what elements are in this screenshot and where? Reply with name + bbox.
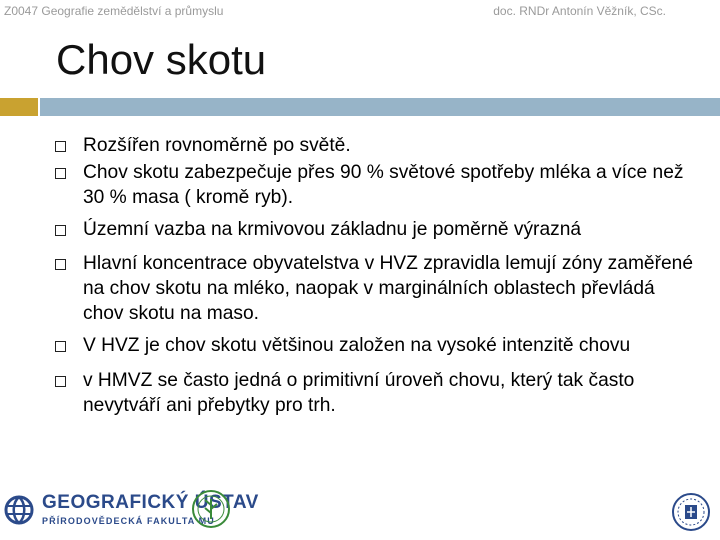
agriculture-seal-icon xyxy=(190,485,232,533)
bullet-item xyxy=(55,368,695,418)
checkbox-bullet-icon xyxy=(55,376,66,387)
bullet-text: Rozšířen rovnoměrně po světě. xyxy=(83,135,351,156)
bullet-text: Chov skotu zabezpečuje přes 90 % světové spotřeby mléka a více než 30 % masa ( kromě ryb). xyxy=(83,162,684,208)
masaryk-university-seal-icon xyxy=(670,488,712,536)
slide-title: Chov skotu xyxy=(56,36,267,83)
bullet-item xyxy=(55,160,695,210)
checkbox-bullet-icon xyxy=(55,225,66,236)
checkbox-bullet-icon xyxy=(55,141,66,152)
logo-subtitle: PŘÍRODOVĚDECKÁ FAKULTA MU xyxy=(42,516,215,526)
checkbox-bullet-icon xyxy=(55,259,66,270)
bullet-text: Územní vazba na krmivovou základnu je poměrně výrazná xyxy=(83,219,582,240)
bullet-text: Hlavní koncentrace obyvatelstva v HVZ zpravidla lemují zóny zaměřené na chov skotu na mléko, naopak v marginálních oblastech převládá chov skotu na maso. xyxy=(83,253,694,324)
checkbox-bullet-icon xyxy=(55,168,66,179)
logo-title: GEOGRAFICKÝ ÚSTAV xyxy=(42,492,259,513)
bullet-item xyxy=(55,217,695,242)
course-header: Z0047 Geografie zemědělství a průmyslu xyxy=(4,4,224,18)
globe-emblem-icon xyxy=(4,492,34,528)
bullet-item xyxy=(55,333,695,358)
author-header: doc. RNDr Antonín Věžník, CSc. xyxy=(493,4,666,18)
accent-bar-blue xyxy=(40,98,720,116)
checkbox-bullet-icon xyxy=(55,341,66,352)
bullet-list xyxy=(55,133,695,418)
bullet-text: V HVZ je chov skotu většinou založen na vysoké intenzitě chovu xyxy=(83,335,631,356)
bullet-item xyxy=(55,133,695,158)
geografic-institute-logo xyxy=(4,488,259,532)
bullet-item xyxy=(55,251,695,326)
accent-bar-gold xyxy=(0,98,38,116)
bullet-text: v HMVZ se často jedná o primitivní úroveň chovu, který tak často nevytváří ani přebytky pro trh. xyxy=(83,370,635,416)
